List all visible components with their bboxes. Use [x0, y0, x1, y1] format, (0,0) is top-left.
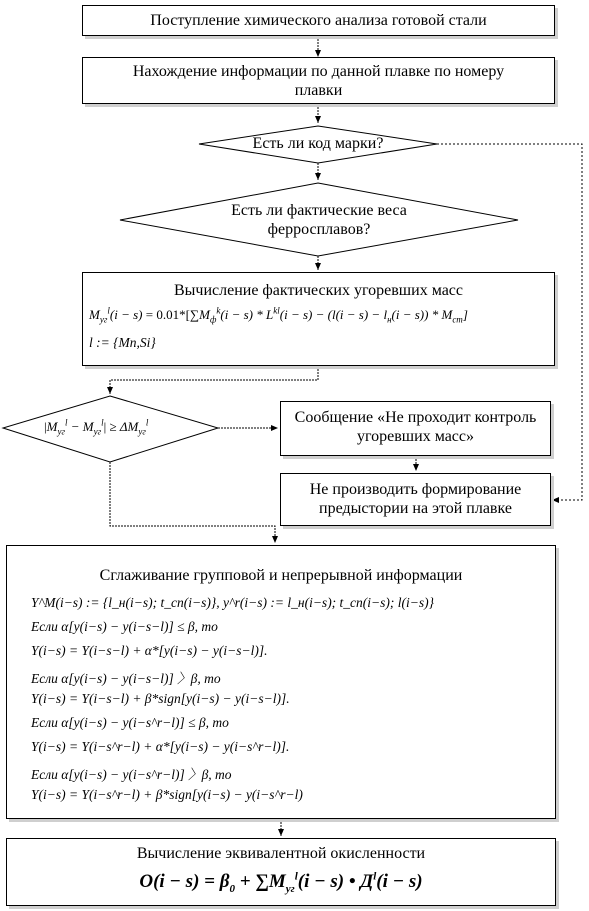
- final-box: [6, 838, 556, 906]
- smoothing-line: Если α[y(i−s) − y(i−s^r−l)] 〉β, то: [31, 767, 232, 782]
- smoothing-line: Если α[y(i−s) − y(i−s−l)] 〉β, то: [31, 671, 221, 686]
- no-history-box: [280, 473, 551, 526]
- calc-title: Вычисление фактических угоревших масс: [173, 282, 464, 299]
- message-label: Сообщение «Не проходит контроль угоревших масс»: [294, 409, 537, 445]
- final-title: Вычисление эквивалентной окисленности: [136, 845, 426, 862]
- smoothing-title: Сглаживание групповой и непрерывной информации: [99, 567, 463, 584]
- no-history-label: Не производить формирование предыстории на этой плавке: [309, 481, 522, 517]
- smoothing-line: Y^M(i−s) := {l_н(i−s); t_сп(i−s)}, y^r(i−s) := l_н(i−s); t_сп(i−s); l(i−s)}: [31, 595, 435, 610]
- connector-calc-control: [110, 366, 318, 394]
- smoothing-line: Если α[y(i−s) − y(i−s^r−l)] ≤ β, то: [31, 715, 229, 730]
- final-formula: $O(i - s) = \beta_0 + \sum M_{уг}^l(i - s)$ • $Д^l(i - s)$: [139, 870, 423, 895]
- decision-weights-label: Есть ли фактические веса ферросплавов?: [231, 202, 407, 238]
- start-box: [82, 5, 555, 36]
- smoothing-line: Y(i−s) = Y(i−s^r−l) + β*sign[y(i−s) − y(i−s^r−l): [31, 787, 303, 802]
- smoothing-line: Если α[y(i−s) − y(i−s−l)] ≤ β, то: [31, 619, 218, 634]
- calc-set: l := {Mn,Si}: [89, 335, 156, 350]
- calc-formula: $M_{уг}^l(i - s) = 0.01*[\sum M_ф^k(i - s) * L^{kl}(i - s) - (l(i - s) - l_н(i - s)) * M_{ст}]$: [89, 305, 468, 325]
- smoothing-line: Y(i−s) = Y(i−s−l) + β*sign[y(i−s) − y(i−s−l)].: [31, 691, 290, 706]
- message-box: [280, 401, 551, 456]
- smoothing-line: Y(i−s) = Y(i−s^r−l) + α*[y(i−s) − y(i−s^r−l)].: [31, 739, 290, 754]
- smoothing-box: [6, 545, 556, 819]
- start-label: Поступление химического анализа готовой стали: [150, 12, 487, 29]
- find-info-box: [82, 57, 555, 104]
- smoothing-line: Y(i−s) = Y(i−s−l) + α*[y(i−s) − y(i−s−l)].: [31, 643, 268, 658]
- calc-box: [82, 272, 555, 366]
- connector-control-smoothing: [110, 462, 275, 543]
- decision-grade-label: Есть ли код марки?: [252, 135, 384, 152]
- decision-control-label: $|M_{уг}^l - M_{уг}^l| \ge \Delta M_{уг}^l$: [44, 417, 149, 437]
- find-info-label: Нахождение информации по данной плавке по номеру плавки: [132, 63, 505, 99]
